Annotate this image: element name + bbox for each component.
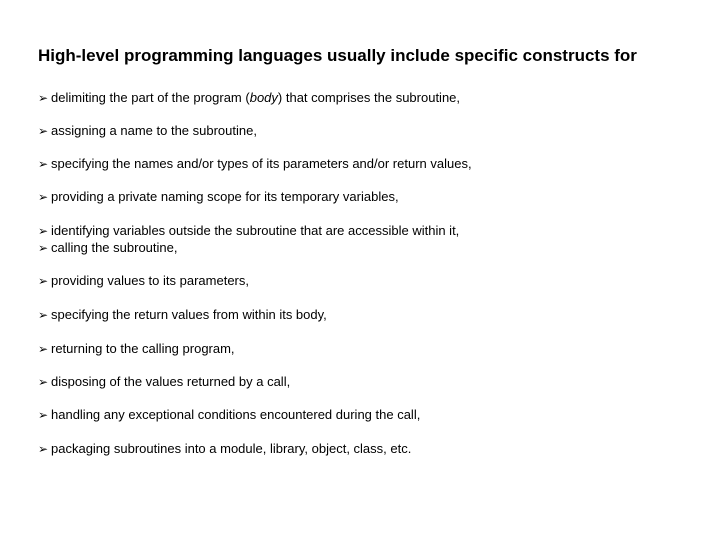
- item-text: specifying the return values from within its body,: [51, 307, 327, 322]
- item-text: calling the subroutine,: [51, 240, 178, 255]
- arrow-bullet-icon: ➢: [38, 90, 49, 105]
- arrow-bullet-icon: ➢: [38, 307, 49, 322]
- list-item: [38, 123, 257, 138]
- item-text: providing values to its parameters,: [51, 273, 249, 288]
- item-text: specifying the names and/or types of its parameters and/or return values,: [51, 156, 472, 171]
- item-text: returning to the calling program,: [51, 341, 235, 356]
- arrow-bullet-icon: ➢: [38, 341, 49, 356]
- list-item: [38, 341, 235, 356]
- list-item: [38, 189, 399, 204]
- item-text: handling any exceptional conditions encountered during the call,: [51, 407, 421, 422]
- item-text: delimiting the part of the program (body) that comprises the subroutine,: [51, 90, 461, 105]
- item-text: assigning a name to the subroutine,: [51, 123, 257, 138]
- arrow-bullet-icon: ➢: [38, 240, 49, 255]
- item-text: providing a private naming scope for its temporary variables,: [51, 189, 399, 204]
- arrow-bullet-icon: ➢: [38, 123, 49, 138]
- arrow-bullet-icon: ➢: [38, 156, 49, 171]
- list-item: [38, 156, 472, 171]
- arrow-bullet-icon: ➢: [38, 441, 49, 456]
- list-item: [38, 240, 177, 255]
- arrow-bullet-icon: ➢: [38, 189, 49, 204]
- slide-title: High-level programming languages usually include specific constructs for: [38, 46, 637, 65]
- arrow-bullet-icon: ➢: [38, 407, 49, 422]
- item-text: identifying variables outside the subroutine that are accessible within it,: [51, 223, 460, 238]
- arrow-bullet-icon: ➢: [38, 273, 49, 288]
- item-text: packaging subroutines into a module, library, object, class, etc.: [51, 441, 412, 456]
- list-item: [38, 223, 459, 238]
- item-text: disposing of the values returned by a call,: [51, 374, 291, 389]
- arrow-bullet-icon: ➢: [38, 223, 49, 238]
- arrow-bullet-icon: ➢: [38, 374, 49, 389]
- list-item: [38, 273, 249, 288]
- list-item: [38, 407, 420, 422]
- list-item: [38, 374, 290, 389]
- list-item: [38, 90, 460, 105]
- list-item: [38, 441, 411, 456]
- list-item: [38, 307, 327, 322]
